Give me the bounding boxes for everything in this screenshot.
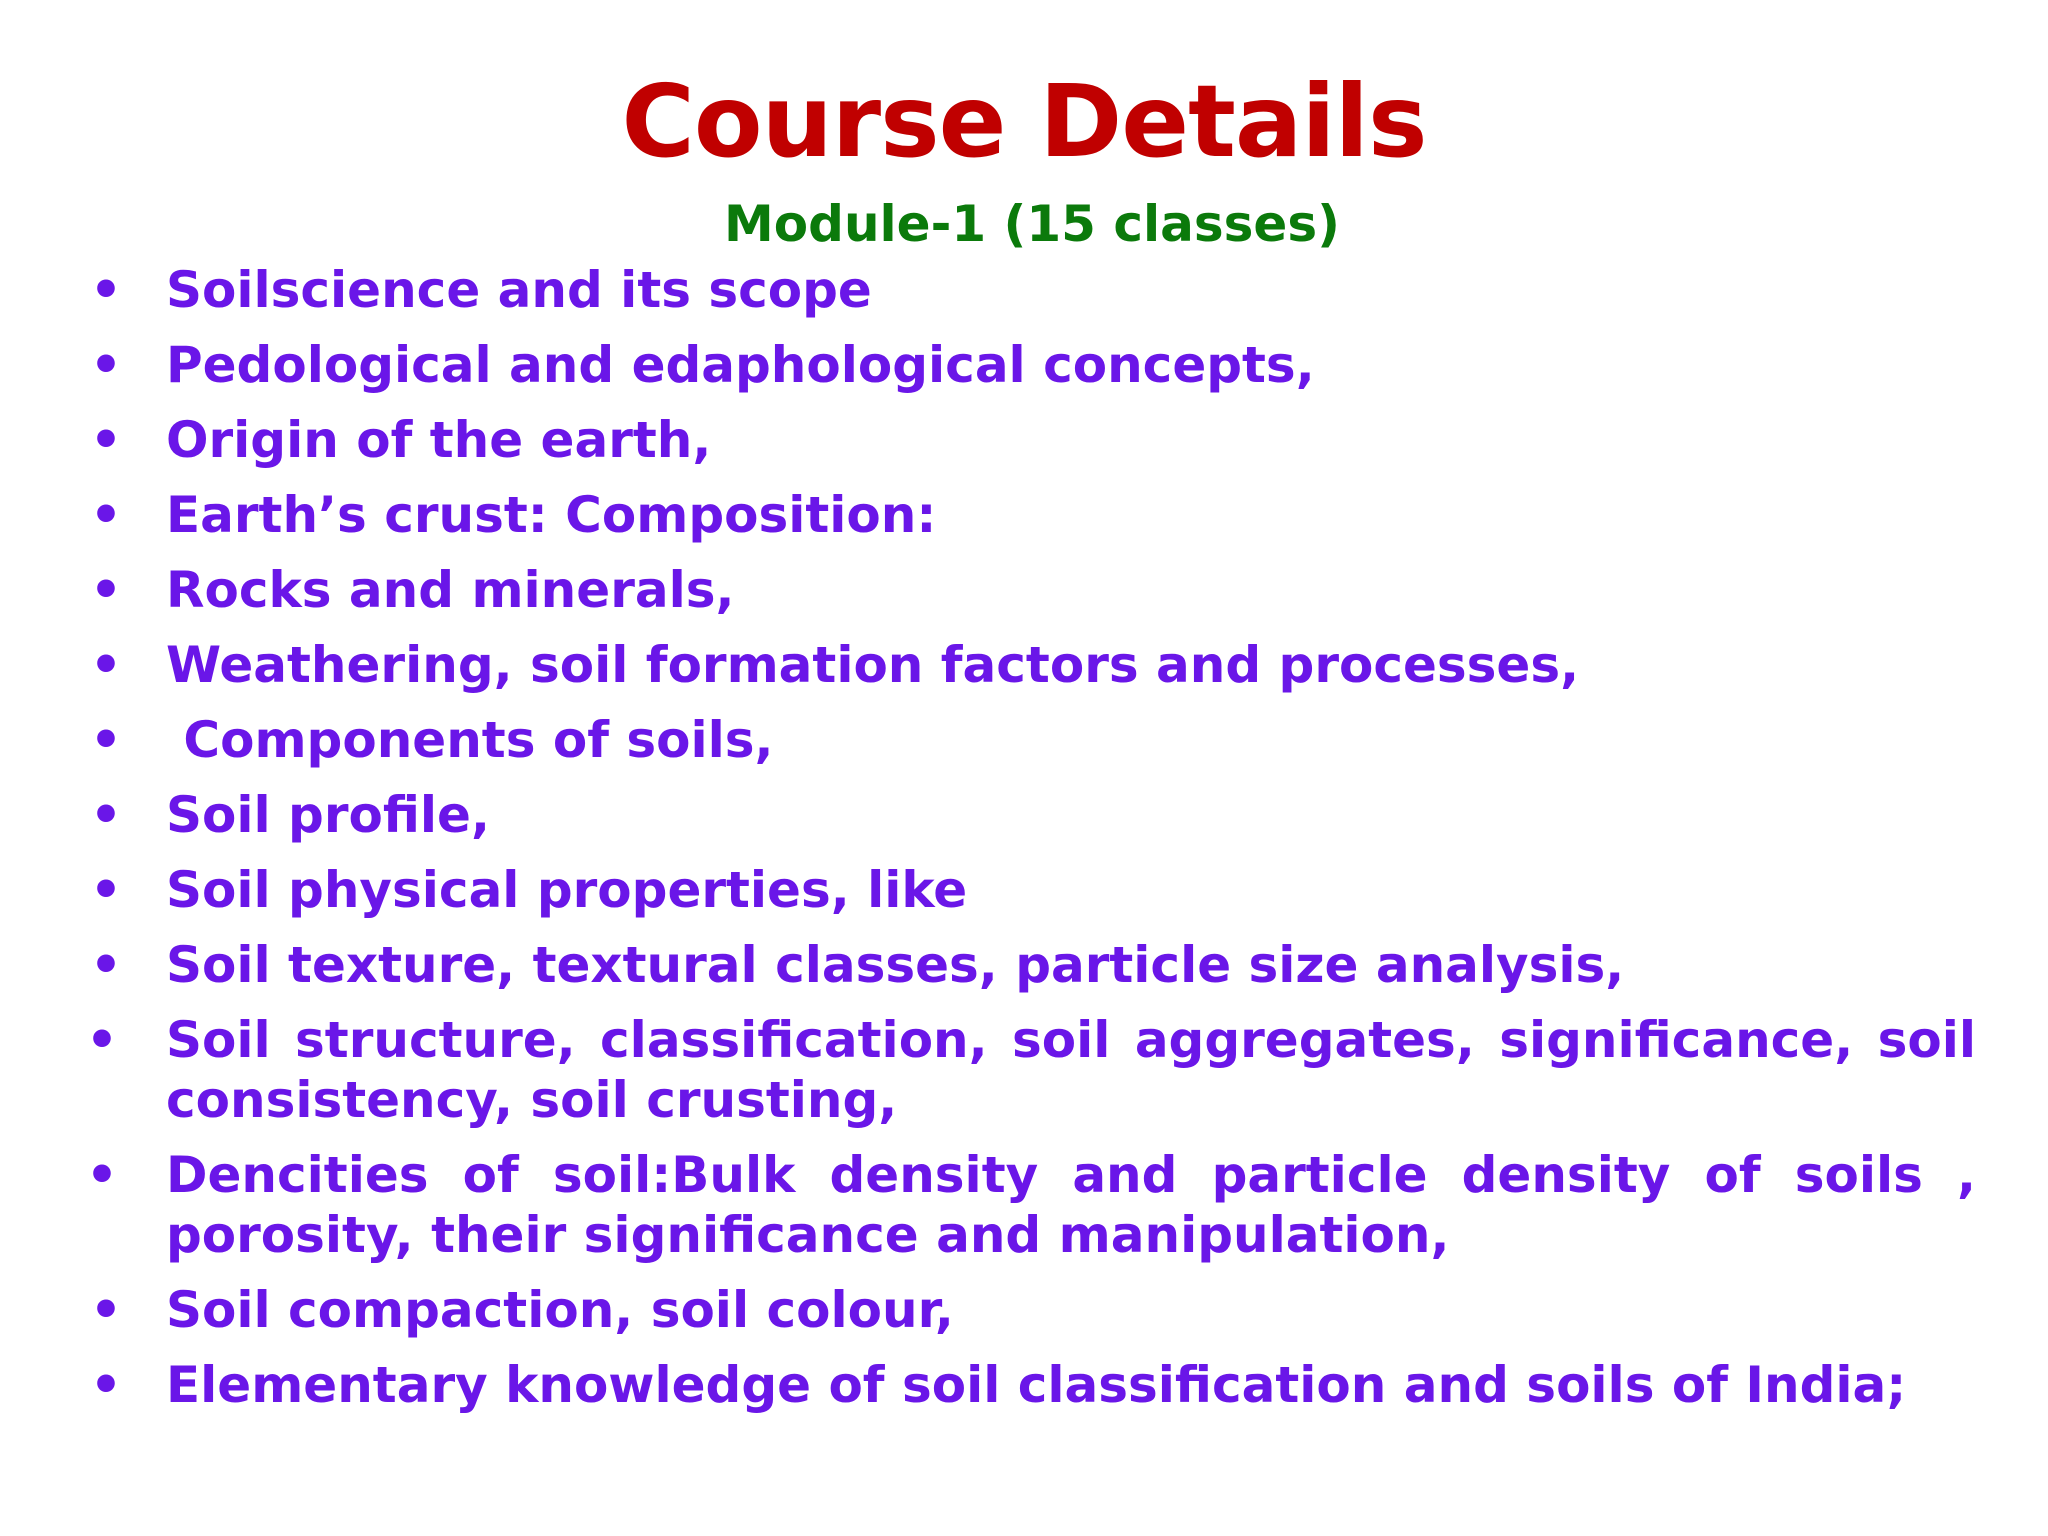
- bullet-icon: •: [90, 711, 122, 769]
- list-item-text: Soil profile,: [166, 786, 490, 844]
- list-item: [86, 635, 1976, 695]
- bullet-icon: •: [90, 1356, 122, 1414]
- bullet-icon: •: [90, 561, 122, 619]
- list-item-text: Soil compaction, soil colour,: [166, 1281, 954, 1339]
- list-item: [86, 1280, 1976, 1340]
- bullet-icon: •: [86, 1011, 118, 1069]
- bullet-icon: •: [90, 486, 122, 544]
- bullet-icon: •: [90, 1281, 122, 1339]
- slide-title: Course Details: [621, 63, 1427, 180]
- list-item: [86, 260, 1976, 320]
- bullet-icon: •: [86, 1146, 118, 1204]
- list-item-text: Components of soils,: [166, 711, 774, 769]
- list-item-text: Origin of the earth,: [166, 411, 712, 469]
- list-item-text: Weathering, soil formation factors and processes,: [166, 636, 1580, 694]
- list-item: [86, 335, 1976, 395]
- list-item: [86, 485, 1976, 545]
- list-item: [86, 1010, 1976, 1130]
- list-item: [86, 785, 1976, 845]
- list-item: [86, 935, 1976, 995]
- list-item: [86, 1145, 1976, 1265]
- list-item: [86, 410, 1976, 470]
- list-item-text: Earth’s crust: Composition:: [166, 486, 937, 544]
- list-item-text: Rocks and minerals,: [166, 561, 735, 619]
- bullet-icon: •: [90, 861, 122, 919]
- list-item-text: Soil texture, textural classes, particle size analysis,: [166, 936, 1625, 994]
- module-subtitle: Module-1 (15 classes): [724, 195, 1340, 253]
- list-item-text: Pedological and edaphological concepts,: [166, 336, 1315, 394]
- bullet-icon: •: [90, 786, 122, 844]
- list-item-text: Soil structure, classification, soil aggregates, significance, soil consistency, soil crusting,: [166, 1011, 1976, 1129]
- list-item-text: Soilscience and its scope: [166, 261, 872, 319]
- list-item: [86, 560, 1976, 620]
- list-item: [86, 860, 1976, 920]
- bullet-icon: •: [90, 636, 122, 694]
- list-item-text: Soil physical properties, like: [166, 861, 968, 919]
- list-item: [86, 1355, 1976, 1415]
- bullet-icon: •: [90, 936, 122, 994]
- topic-list: [86, 260, 1976, 1430]
- list-item-text: Dencities of soil:Bulk density and particle density of soils , porosity, their significance and manipulation,: [166, 1146, 1976, 1264]
- list-item-text: Elementary knowledge of soil classification and soils of India;: [166, 1356, 1907, 1414]
- bullet-icon: •: [90, 411, 122, 469]
- list-item: [86, 710, 1976, 770]
- bullet-icon: •: [90, 261, 122, 319]
- bullet-icon: •: [90, 336, 122, 394]
